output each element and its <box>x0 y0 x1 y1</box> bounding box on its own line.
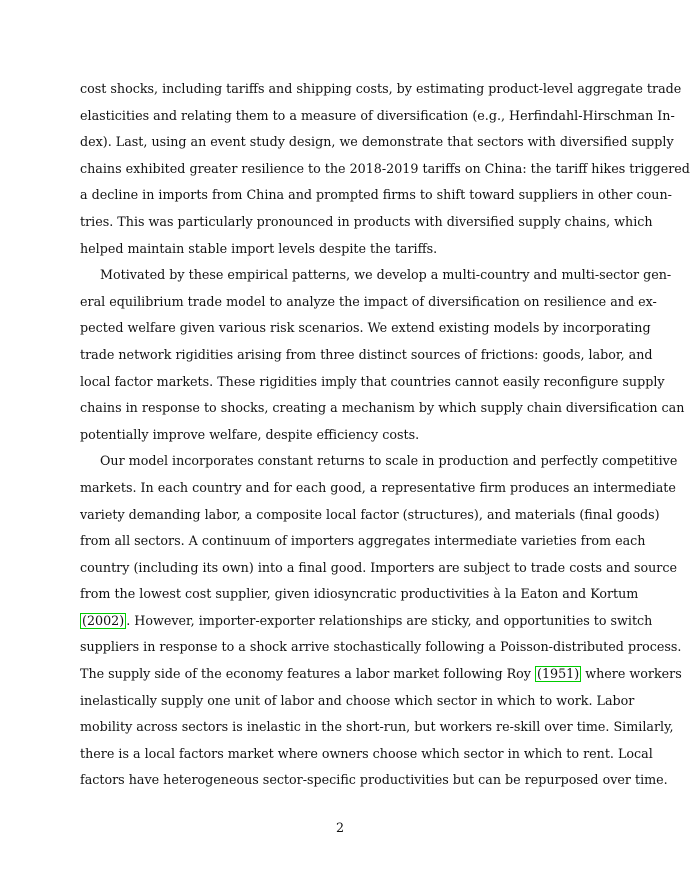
text-line: from all sectors. A continuum of importers aggregates intermediate varieties from each <box>80 533 646 549</box>
text-line: there is a local factors market where owners choose which sector in which to rent. Local <box>80 745 653 761</box>
text-line: eral equilibrium trade model to analyze the impact of diversification on resilience and ex- <box>80 293 657 309</box>
text-line: trade network rigidities arising from three distinct sources of frictions: goods, labor, and <box>80 346 653 362</box>
text-line: country (including its own) into a final good. Importers are subject to trade costs and source <box>80 559 677 575</box>
text-line: a decline in imports from China and prompted firms to shift toward suppliers in other coun- <box>80 187 672 203</box>
citation-link[interactable]: (1951) <box>537 666 580 682</box>
text-line: Motivated by these empirical patterns, we develop a multi-country and multi-sector gen- <box>100 267 672 283</box>
text-line: local factor markets. These rigidities imply that countries cannot easily reconfigure supply <box>80 373 665 389</box>
text-line: suppliers in response to a shock arrive stochastically following a Poisson-distributed process. <box>80 639 682 655</box>
text-line: The supply side of the economy features a labor market following Roy (1951) where workers <box>80 666 682 682</box>
text-line: elasticities and relating them to a measure of diversification (e.g., Herfindahl-Hirschman In- <box>80 107 675 123</box>
text-line: helped maintain stable import levels despite the tariffs. <box>80 240 438 256</box>
text-line: potentially improve welfare, despite efficiency costs. <box>80 426 420 442</box>
text-line: tries. This was particularly pronounced in products with diversified supply chains, which <box>80 213 653 229</box>
text-line: chains exhibited greater resilience to the 2018-2019 tariffs on China: the tariff hikes triggered <box>80 160 690 176</box>
page-number: 2 <box>335 820 345 835</box>
text-line: variety demanding labor, a composite local factor (structures), and materials (final goods) <box>80 506 660 522</box>
text-line: from the lowest cost supplier, given idiosyncratic productivities à la Eaton and Kortum <box>80 586 639 602</box>
text-line: inelastically supply one unit of labor and choose which sector in which to work. Labor <box>80 692 635 708</box>
text-line: cost shocks, including tariffs and shipping costs, by estimating product-level aggregate trade <box>80 81 682 96</box>
body-text <box>80 76 690 794</box>
text-line: (2002) . However, importer-exporter relationships are sticky, and opportunities to switch <box>82 612 653 628</box>
paragraph <box>80 448 682 794</box>
text-line: Our model incorporates constant returns to scale in production and perfectly competitive <box>100 453 678 469</box>
paragraph <box>80 76 690 262</box>
citation-link[interactable]: (2002) <box>82 612 125 628</box>
text-line: factors have heterogeneous sector-specific productivities but can be repurposed over time. <box>80 772 668 788</box>
text-line: dex). Last, using an event study design, we demonstrate that sectors with diversified supply <box>80 134 674 150</box>
text-line: chains in response to shocks, creating a mechanism by which supply chain diversification can <box>80 400 685 416</box>
text-line: mobility across sectors is inelastic in the short-run, but workers re-skill over time. Similarly, <box>80 719 674 735</box>
text-line: pected welfare given various risk scenarios. We extend existing models by incorporating <box>80 320 651 336</box>
paragraph <box>80 262 685 448</box>
text-line: markets. In each country and for each good, a representative firm produces an intermediate <box>80 479 676 495</box>
